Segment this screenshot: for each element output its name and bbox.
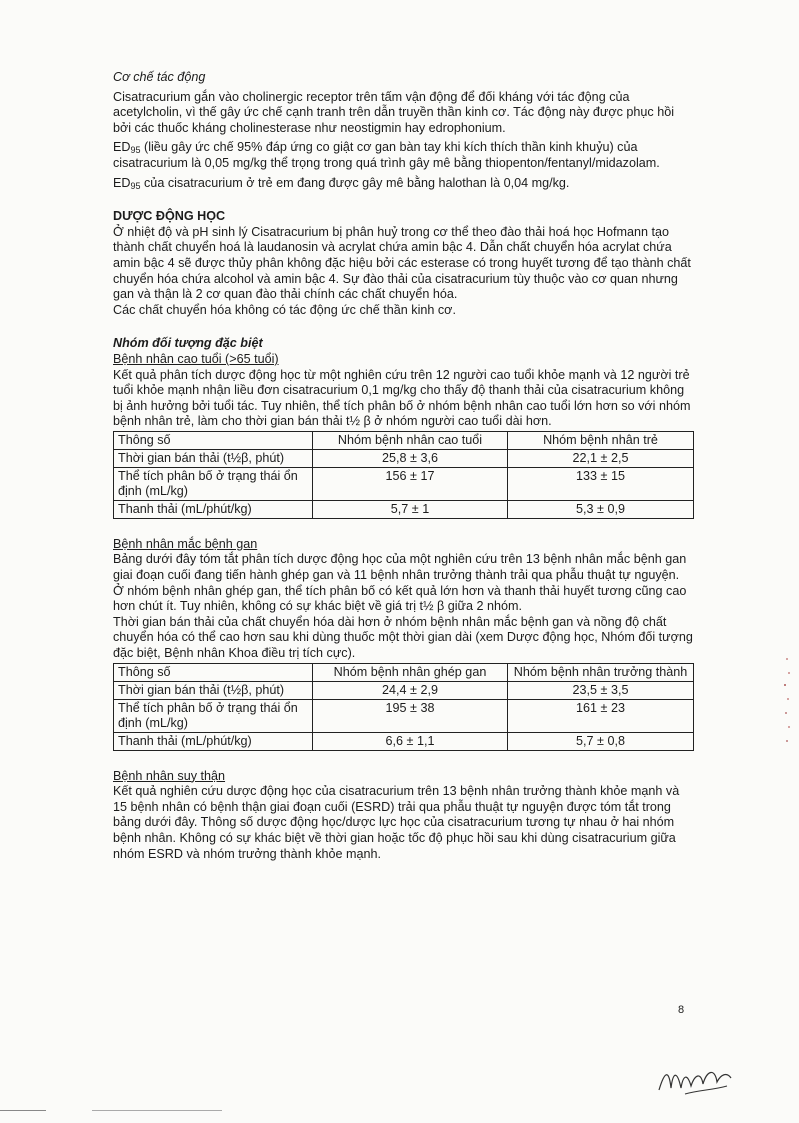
table-header-cell: Nhóm bệnh nhân trẻ bbox=[508, 431, 694, 449]
table-cell: 5,7 ± 0,8 bbox=[508, 732, 694, 750]
document-page bbox=[113, 70, 693, 862]
mechanism-paragraph-2: $ED_{95}$ (liều gây ức chế 95% đáp ứng co giật cơ gan bàn tay khi kích thích thần kinh khuỷu) của cisatracurium là 0,05 mg/kg thể trọng trong quá trình gây mê bằng thiopenton/fentanyl/midazolam. bbox=[113, 140, 660, 170]
liver-paragraph-2: Thời gian bán thải của chất chuyển hóa dài hơn ở nhóm bệnh nhân mắc bệnh gan và nồng độ chất chuyển hóa có thể cao hơn sau khi dùng thuốc một thời gian dài (xem Dược động học, Nhóm đối tượng đặc biệt, Bệnh nhân Khoa điều trị tích cực). bbox=[113, 614, 693, 661]
special-populations-heading: Nhóm đối tượng đặc biệt bbox=[113, 336, 263, 351]
table-cell: Thể tích phân bố ở trạng thái ổn định (mL/kg) bbox=[114, 699, 313, 732]
table-cell: 195 ± 38 bbox=[313, 699, 508, 732]
table-cell: Thời gian bán thải (t½β, phút) bbox=[114, 449, 313, 467]
pharmacokinetics-paragraph-1: Ở nhiệt độ và pH sinh lý Cisatracurium bị phân huỷ trong cơ thể theo đào thải hoá học Hofmann tạo thành chất chuyển hoá là laudanosin và acrylat chứa amin bậc 4. Dẫn chất chuyển hóa acrylat chứa amin bậc 4 sẽ được thủy phân không đặc hiệu bởi các esterase có trong huyết tương để tạo thành chất chuyển hóa chứa alcohol và amin bậc 4. Sự đào thải của cisatracurium tùy thuộc vào cơ quan nhưng gan và thận là 2 cơ quan đào thải chính các chất chuyển hóa. bbox=[113, 224, 691, 302]
table-header-cell: Nhóm bệnh nhân ghép gan bbox=[313, 663, 508, 681]
elderly-heading: Bệnh nhân cao tuổi (>65 tuổi) bbox=[113, 351, 279, 366]
table-cell: 5,3 ± 0,9 bbox=[508, 500, 694, 518]
table-cell: 6,6 ± 1,1 bbox=[313, 732, 508, 750]
bottom-rule-middle bbox=[92, 1110, 222, 1111]
table-header-row bbox=[114, 431, 694, 449]
table-row bbox=[114, 500, 694, 518]
table-cell: 22,1 ± 2,5 bbox=[508, 449, 694, 467]
pharmacokinetics-heading: DƯỢC ĐỘNG HỌC bbox=[113, 209, 226, 224]
table-cell: 161 ± 23 bbox=[508, 699, 694, 732]
page-number: 8 bbox=[678, 1004, 685, 1016]
table-cell: 24,4 ± 2,9 bbox=[313, 681, 508, 699]
table-cell: Thể tích phân bố ở trạng thái ổn định (mL/kg) bbox=[114, 467, 313, 500]
pharmacokinetics-paragraph-2: Các chất chuyển hóa không có tác động ức chế thần kinh cơ. bbox=[113, 302, 456, 317]
table-header-cell: Thông số bbox=[114, 431, 313, 449]
table-header-row bbox=[114, 663, 694, 681]
liver-pk-table bbox=[113, 663, 694, 751]
table-cell: 5,7 ± 1 bbox=[313, 500, 508, 518]
table-cell: 156 ± 17 bbox=[313, 467, 508, 500]
mechanism-paragraph-1: Cisatracurium gắn vào cholinergic receptor trên tấm vận động để đối kháng với tác động của acetylcholin, vì thế gây ức chế cạnh tranh trên dẫn truyền thần kinh cơ. Tác động này được phục hồi bởi các thuốc kháng cholinesterase như neostigmin hay edrophonium. bbox=[113, 89, 675, 135]
liver-paragraph-1: Bảng dưới đây tóm tắt phân tích dược động học của một nghiên cứu trên 13 bệnh nhân mắc bệnh gan giai đoạn cuối đang tiến hành ghép gan và 11 bệnh nhân trưởng thành trải qua phẫu thuật tự nguyện. Ở nhóm bệnh nhân ghép gan, thể tích phân bố có kết quả lớn hơn và thanh thải huyết tương cũng cao hơn chút ít. Tuy nhiên, không có sự khác biệt về giá trị t½ β giữa 2 nhóm. bbox=[113, 552, 687, 614]
table-cell: Thanh thải (mL/phút/kg) bbox=[114, 500, 313, 518]
table-header-cell: Thông số bbox=[114, 663, 313, 681]
table-row bbox=[114, 467, 694, 500]
edge-speckles bbox=[779, 655, 795, 745]
table-row bbox=[114, 449, 694, 467]
elderly-paragraph: Kết quả phân tích dược động học từ một nghiên cứu trên 12 người cao tuổi khỏe mạnh và 12 người trẻ tuổi khỏe mạnh nhận liều đơn cisatracurium 0,1 mg/kg cho thấy độ thanh thải của cisatracurium không bị ảnh hưởng bởi tuổi tác. Tuy nhiên, thể tích phân bố ở nhóm bệnh nhân cao tuổi lớn hơn so với nhóm bệnh nhân trẻ, làm cho thời gian bán thải t½ β ở nhóm người cao tuổi dài hơn. bbox=[113, 367, 691, 429]
renal-failure-heading: Bệnh nhân suy thận bbox=[113, 768, 226, 783]
table-row bbox=[114, 699, 694, 732]
table-cell: 23,5 ± 3,5 bbox=[508, 681, 694, 699]
table-header-cell: Nhóm bệnh nhân trưởng thành bbox=[508, 663, 694, 681]
table-cell: Thời gian bán thải (t½β, phút) bbox=[114, 681, 313, 699]
table-cell: 25,8 ± 3,6 bbox=[313, 449, 508, 467]
mechanism-paragraph-3: $ED_{95}$ của cisatracurium ở trẻ em đang được gây mê bằng halothan là 0,04 mg/kg. bbox=[113, 175, 570, 191]
table-cell: 133 ± 15 bbox=[508, 467, 694, 500]
mechanism-heading: Cơ chế tác động bbox=[113, 70, 206, 84]
table-header-cell: Nhóm bệnh nhân cao tuổi bbox=[313, 431, 508, 449]
table-cell: Thanh thải (mL/phút/kg) bbox=[114, 732, 313, 750]
elderly-pk-table bbox=[113, 431, 694, 519]
signature-mark bbox=[655, 1060, 735, 1100]
table-row bbox=[114, 681, 694, 699]
liver-disease-heading: Bệnh nhân mắc bệnh gan bbox=[113, 536, 258, 551]
renal-paragraph: Kết quả nghiên cứu dược động học của cisatracurium trên 13 bệnh nhân trưởng thành khỏe mạnh và 15 bệnh nhân có bệnh thận giai đoạn cuối (ESRD) trải qua phẫu thuật tự nguyện được tóm tắt trong bảng dưới đây. Thông số dược động học/dược lực học của cisatracurium tương tự nhau ở hai nhóm bệnh nhân. Không có sự khác biệt về thời gian hoặc tốc độ phục hồi sau khi dùng cisatracurium giữa nhóm ESRD và nhóm trưởng thành khỏe mạnh. bbox=[113, 784, 680, 861]
table-row bbox=[114, 732, 694, 750]
bottom-rule-left bbox=[0, 1110, 46, 1111]
